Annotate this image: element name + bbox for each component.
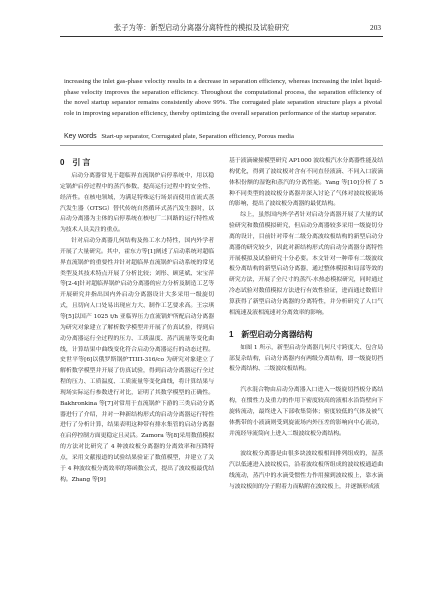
- right-column: [229, 156, 383, 493]
- paragraph: 启动分离器常见于超临界直流锅炉启停系统中，用以稳定锅炉启停过程中的蒸汽参数，提高运行过程中的安全性、经济性。在核电领域，为满足特殊运行场景而使用直流式蒸汽发生器（OTSG）替代传统自然循环式蒸汽发生器时，以启动分离器为主体的启停系统在核电厂二回路的运行特性成为技术人员关注的重点。: [60, 173, 214, 234]
- running-header: [62, 22, 381, 34]
- paragraph: 波纹板分离器是由很多块波纹板相间排列组成的，湿蒸汽以低速进入波纹板后，沿着波纹板所组成的波纹板通道曲线流动，蒸汽中的水滴受惯性力作用撞到波纹板上，靠水滴与波纹板间的分子附着力而粘附在波纹板上，并逐渐形成液: [229, 451, 383, 490]
- paragraph: 针对启动分离器几何结构及热工水力特性，国内外学者开展了大量研究。其中，霍东方等[1]阐述了启动系统对超临界直流锅炉的重要性并针对超临界直流锅炉启动系统的常见类型及其技术特点开展了分析比较；刘彤、顾延斌、宋宝萍等[2-4]针对超临界锅炉启动分离器的应力分析及制造工艺等开展研究并指出国内外启动分离器设计大多采用一级旋切式，且切向人口处易出现应力大、制作工艺要求高。王宗琪等[5]以国产 1025 t/h 亚临界压力直流锅炉所配启动分离器为研究对象建立了解析数学模型并开展了仿真试验，得到启动分离器运行全过程的压力、工质温度、蒸汽流量等变化曲线，计算结果中曲线变化符合启动分离器运行的动态过程。史世平等[6]以俄罗斯锅炉ТПП-316/co 为研究对象建立了解析数学模型并开展了仿真试验，得到启动分离器运行全过程的压力、工质温度、工质流量等变化曲线，将计算结果与现场实际运行参数进行对比，证明了其数学模型的正确性。Bakhronkina 等[7]对常用于直流锅炉下游的三类启动分离器进行了介绍，并对一种新结构形式的启动分离器运行特性进行了分析计算，结果表明这种带有排水集管的启动分离器在启停控制方面更稳定且灵活。Zamora 等[8]采用数值模拟的方法对比研究了 4 种波纹板分离器的分离效率和压降特点，采用文献报道的试验结果验证了数值模型，并建立了关于 4 种波纹板分离效率的筹函数公式，提出了波纹板最优结构。Zhang 等[9]: [60, 238, 214, 483]
- paragraph: 综上，虽然国内外学者针对启动分离器开展了大量的试验研究和数值模拟研究，但启动分离器较多采用一级旋切分离的设计，目前针对带有二级分离波纹板结构的新型启动分离器的研究较少，因此对新结构形式的启动分离器分离特性开展模拟及试验研究十分必要。本文针对一种带有二级波纹板分离结构的新型启动分离器，通过整体模拟和局部等效的研究方法，开展了全尺寸的蒸汽-水热态模拟研究，同时通过冷态试验对数值模拟方法进行有效性验证，进而通过数值计算获得了新型启动分离器的分离特性，并分析研究了人口气相流速及液相流速对分离效率的影响。: [229, 212, 383, 316]
- keywords-label: Key words: [64, 133, 97, 140]
- keywords-line: [64, 132, 382, 142]
- section-heading-intro: [60, 156, 214, 170]
- paragraph: 基于液滴碰撞模型研究 AP1000 波纹板汽水分离器性能及结构优化，得到了波纹板对含有不同直径液滴、不同入口液滴体积份额的湿饱和蒸汽的分离性能。Yang 等[10]分析了 5 种不同类型的波纹板分离器并深入讨论了气体对波纹板流场的影响，提出了波纹板分离器的最优结构。: [229, 158, 383, 208]
- section-title: 引 言: [72, 158, 91, 167]
- abstract-text: increasing the inlet gas-phase velocity results in a decrease in separation efficiency, whereas increasing the inlet liquid-phase velocity improves the separation efficiency. Throughout the computational process, the separation efficiency of the novel startup separator remains consistently above 99%. The corrugated plate separation structure plays a pivotal role in improving separation efficiency, thereby optimizing the overall separation performance of the startup separator.: [64, 78, 382, 117]
- running-title: 张子为等：新型启动分离器分离特性的模拟及试验研究: [113, 23, 290, 32]
- section-title: 新型启动分离器结构: [241, 329, 313, 339]
- paragraph: 汽水混合物由启动分离器入口进入一级旋切挡板分离结构，在惯性力及重力的作用下密度较高的液相水沿筒壁向下旋转流动，最终进入下部收集筒体；密度较低的气体及被气体携带的小液滴则受到旋流场内外压差的影响向中心流动，并流经导流筒向上进入二级波纹板分离结构。: [229, 387, 383, 437]
- paragraph: 如图 1 所示，新型启动分离器几何尺寸跨度大、包含局部复杂结构，启动分离器内有两级分离结构，即一级旋切挡板分离结构、二级波纹板结构。: [229, 344, 383, 373]
- keywords-text: Start-up separator, Corrugated plate, Separation efficiency, Porous media: [101, 133, 294, 140]
- section-heading-structure: [229, 328, 383, 342]
- left-column: [60, 156, 214, 485]
- header-rule: [60, 36, 383, 37]
- abstract-rule: [60, 145, 383, 146]
- page-number: 203: [370, 23, 381, 32]
- abstract-tail: [64, 77, 382, 119]
- section-number: 1: [229, 329, 234, 339]
- section-number: 0: [60, 158, 65, 167]
